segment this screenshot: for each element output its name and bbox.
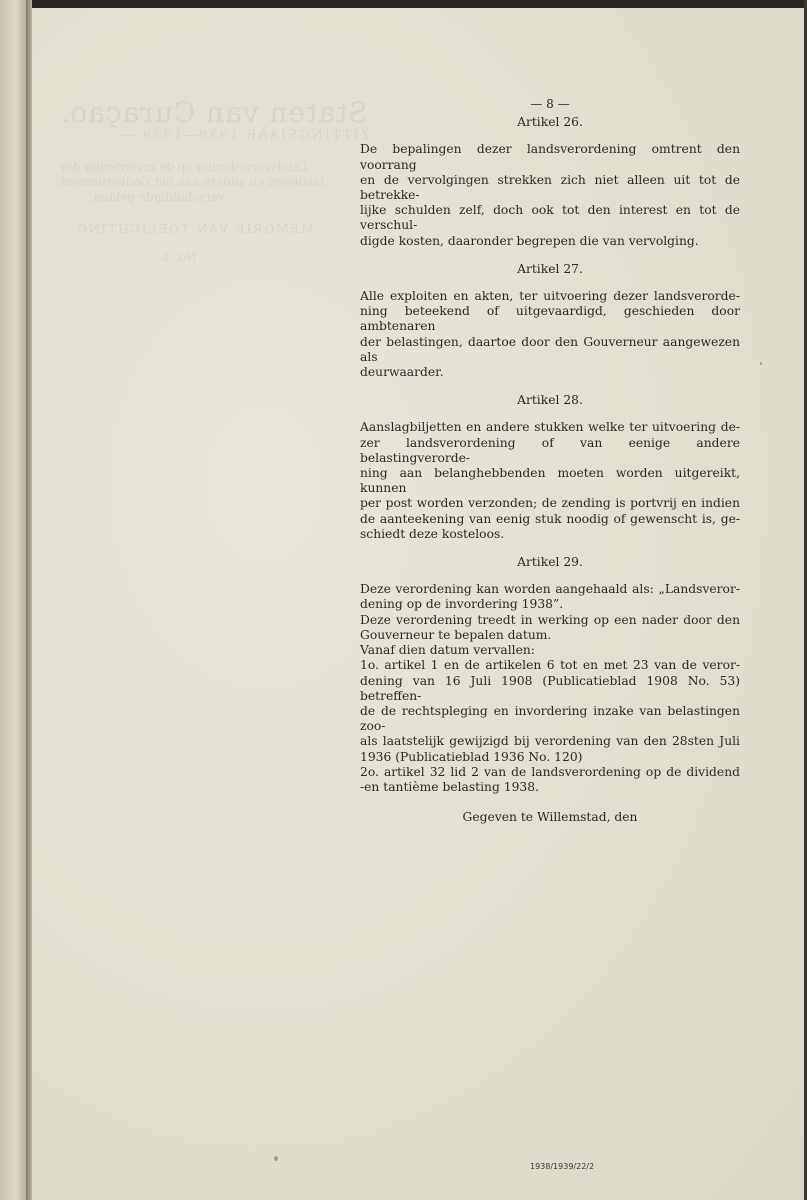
page-number: — 8 — bbox=[530, 97, 570, 111]
article-paragraph bbox=[360, 420, 740, 542]
text-line: schiedt deze kosteloos. bbox=[360, 526, 505, 541]
text-column bbox=[360, 97, 740, 825]
article-heading: Artikel 28. bbox=[517, 393, 583, 408]
text-line: zer landsverordening of van eenige andere belastingverorde- bbox=[360, 435, 740, 465]
bleed-through-line: Landsverordening op de invordering der bbox=[60, 160, 308, 174]
text-line: als laatstelijk gewijzigd bij verordening van den 28sten Juli bbox=[360, 734, 740, 749]
text-line: 1936 (Publicatieblad 1936 No. 120) bbox=[360, 749, 583, 764]
text-line: 2o. artikel 32 lid 2 van de landsverordening op de dividend bbox=[360, 764, 740, 779]
bleed-through-number: No. 3. bbox=[160, 250, 197, 264]
text-line: Gouverneur te bepalen datum. bbox=[360, 627, 552, 642]
text-line: -en tantième belasting 1938. bbox=[360, 779, 539, 794]
text-line: deurwaarder. bbox=[360, 365, 444, 380]
text-line: lijke schulden zelf, doch ook tot den interest en tot de verschul- bbox=[360, 203, 740, 233]
text-line: ning aan belanghebbenden moeten worden uitgereikt, kunnen bbox=[360, 466, 740, 496]
text-line: Deze verordening treedt in werking op een nader door den bbox=[360, 612, 740, 627]
bleed-through-subtitle: ZITTINGSJAAR 1938—1939 — bbox=[120, 128, 370, 143]
text-line: en de vervolgingen strekken zich niet alleen uit tot de betrekke- bbox=[360, 172, 740, 203]
article-heading: Artikel 27. bbox=[517, 261, 583, 276]
article-paragraph bbox=[360, 765, 740, 795]
signoff-line: Gegeven te Willemstad, den bbox=[462, 810, 638, 825]
text-line: Deze verordening kan worden aangehaald als: „Landsveror- bbox=[360, 582, 740, 597]
bleed-through-line: lastingen en andere aan het Gouvernement bbox=[60, 175, 325, 189]
bleed-through-title: Staten van Curaçao. bbox=[60, 96, 368, 129]
article-heading: Artikel 26. bbox=[517, 115, 583, 130]
bleed-through-memo: MEMORIE VAN TOELICHTING. bbox=[70, 222, 314, 236]
text-line: De bepalingen dezer landsverordening omtrent den voorrang bbox=[360, 142, 740, 172]
text-line: de de rechtspleging en invordering inzake van belastingen zoo- bbox=[360, 703, 740, 734]
text-line: Vanaf dien datum vervallen: bbox=[360, 643, 535, 658]
text-line: de aanteekening van eenig stuk noodig of gewenscht is, ge- bbox=[360, 511, 740, 526]
article-paragraph bbox=[360, 658, 740, 764]
article-paragraph bbox=[360, 613, 740, 643]
text-line: dening op de invordering 1938”. bbox=[360, 597, 564, 612]
article-paragraph bbox=[360, 582, 740, 612]
paper-speck bbox=[274, 1156, 278, 1161]
archive-code: 1938/1939/22/2 bbox=[530, 1162, 595, 1171]
text-line: Aanslagbiljetten en andere stukken welke ter uitvoering de- bbox=[360, 420, 740, 435]
article-paragraph bbox=[360, 142, 740, 248]
text-line: der belastingen, daartoe door den Gouverneur aangewezen als bbox=[360, 334, 740, 364]
article-paragraph bbox=[360, 289, 740, 380]
paper-speck bbox=[760, 362, 762, 365]
left-page-edge bbox=[0, 0, 26, 1200]
text-line: digde kosten, daaronder begrepen die van vervolging. bbox=[360, 233, 699, 248]
text-line: dening van 16 Juli 1908 (Publicatieblad 1908 No. 53) betreffen- bbox=[360, 673, 740, 703]
text-line: per post worden verzonden; de zending is portvrij en indien bbox=[360, 496, 740, 511]
article-paragraph bbox=[360, 643, 740, 658]
article-heading: Artikel 29. bbox=[517, 555, 583, 570]
text-line: ning beteekend of uitgevaardigd, geschieden door ambtenaren bbox=[360, 304, 740, 334]
bleed-through-line: verschuldigde gelden. bbox=[90, 190, 225, 204]
text-line: 1o. artikel 1 en de artikelen 6 tot en met 23 van de veror- bbox=[360, 658, 740, 673]
text-line: Alle exploiten en akten, ter uitvoering dezer landsverorde- bbox=[360, 289, 740, 304]
